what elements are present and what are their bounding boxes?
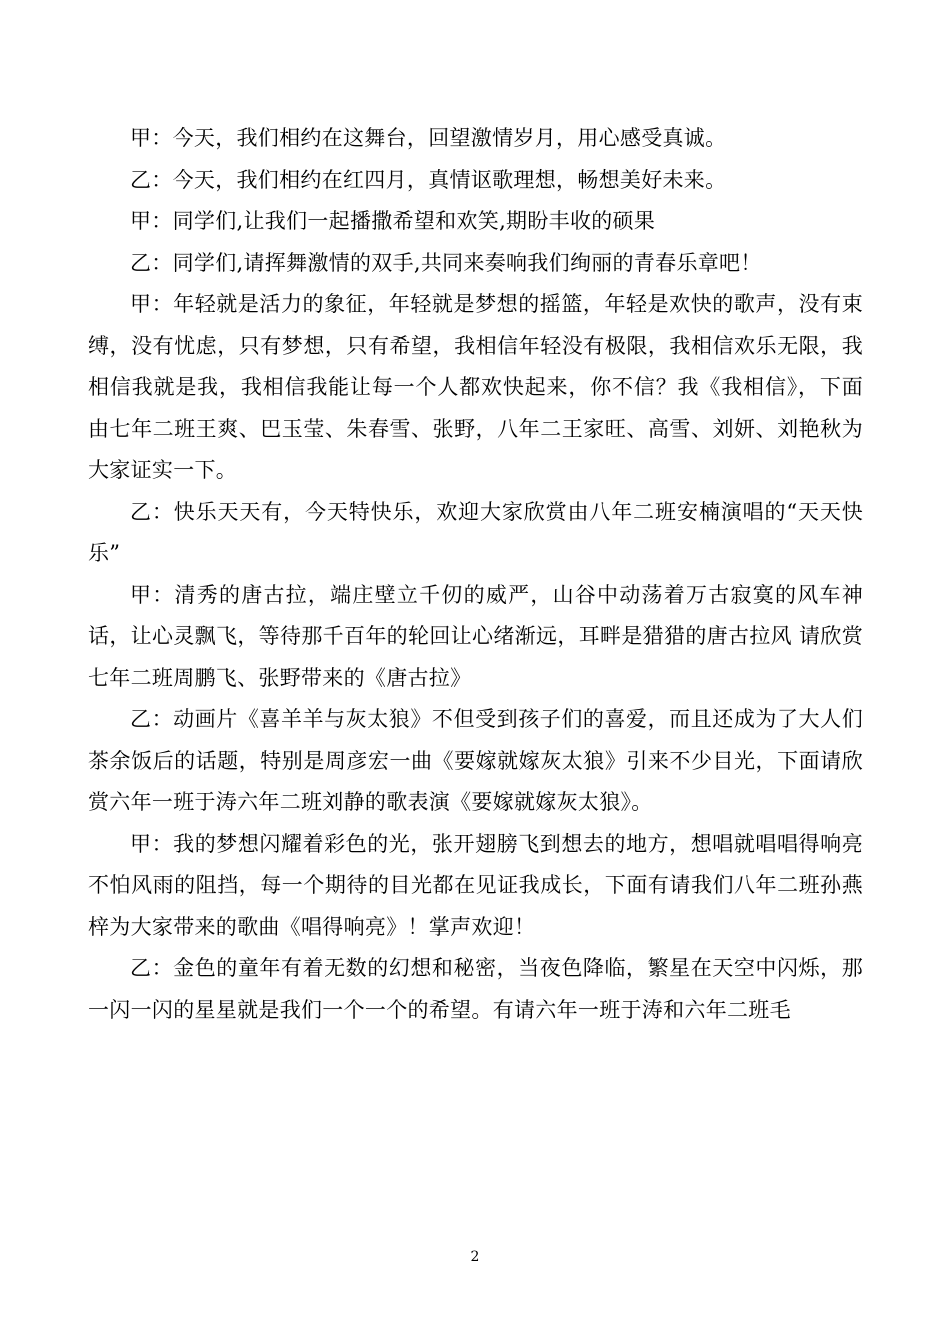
paragraph: 甲：年轻就是活力的象征，年轻就是梦想的摇篮，年轻是欢快的歌声，没有束缚，没有忧虑，只有梦想，只有希望，我相信年轻没有极限，我相信欢乐无限，我相信我就是我，我相信我能让每一个人都欢快起来，你不信？我《我相信》，下面由七年二班王爽、巴玉莹、朱春雪、张野，八年二王家旺、高雪、刘妍、刘艳秋为大家证实一下。 <box>88 292 863 482</box>
paragraph: 乙：快乐天天有，今天特快乐，欢迎大家欣赏由八年二班安楠演唱的“天天快乐” <box>88 499 863 565</box>
paragraph: 甲：我的梦想闪耀着彩色的光，张开翅膀飞到想去的地方，想唱就唱唱得响亮不怕风雨的阻挡，每一个期待的目光都在见证我成长，下面有请我们八年二班孙燕梓为大家带来的歌曲《唱得响亮》！掌声欢迎！ <box>88 831 863 939</box>
paragraph: 甲：同学们,让我们一起播撒希望和欢笑,期盼丰收的硕果 <box>130 209 656 233</box>
paragraph: 乙：动画片《喜羊羊与灰太狼》不但受到孩子们的喜爱，而且还成为了大人们茶余饭后的话题，特别是周彦宏一曲《要嫁就嫁灰太狼》引来不少目光，下面请欣赏六年一班于涛六年二班刘静的歌表演《要嫁就嫁灰太狼》。 <box>88 707 863 814</box>
body-text <box>88 118 863 1031</box>
page-number: 2 <box>470 1249 480 1265</box>
paragraph: 甲：清秀的唐古拉，端庄壁立千仞的威严，山谷中动荡着万古寂寞的风车神话，让心灵飘飞，等待那千百年的轮回让心绪渐远，耳畔是猎猎的唐古拉风 请欣赏七年二班周鹏飞、张野带来的《唐古拉》 <box>88 582 863 690</box>
paragraph: 乙：同学们,请挥舞激情的双手,共同来奏响我们绚丽的青春乐章吧！ <box>130 250 762 275</box>
paragraph: 甲：今天，我们相约在这舞台，回望激情岁月，用心感受真诚。 <box>130 126 727 150</box>
paragraph: 乙：今天，我们相约在红四月，真情讴歌理想，畅想美好未来。 <box>130 167 727 192</box>
paragraph: 乙：金色的童年有着无数的幻想和秘密，当夜色降临，繁星在天空中闪烁，那一闪一闪的星星就是我们一个一个的希望。有请六年一班于涛和六年二班毛 <box>88 956 863 1022</box>
